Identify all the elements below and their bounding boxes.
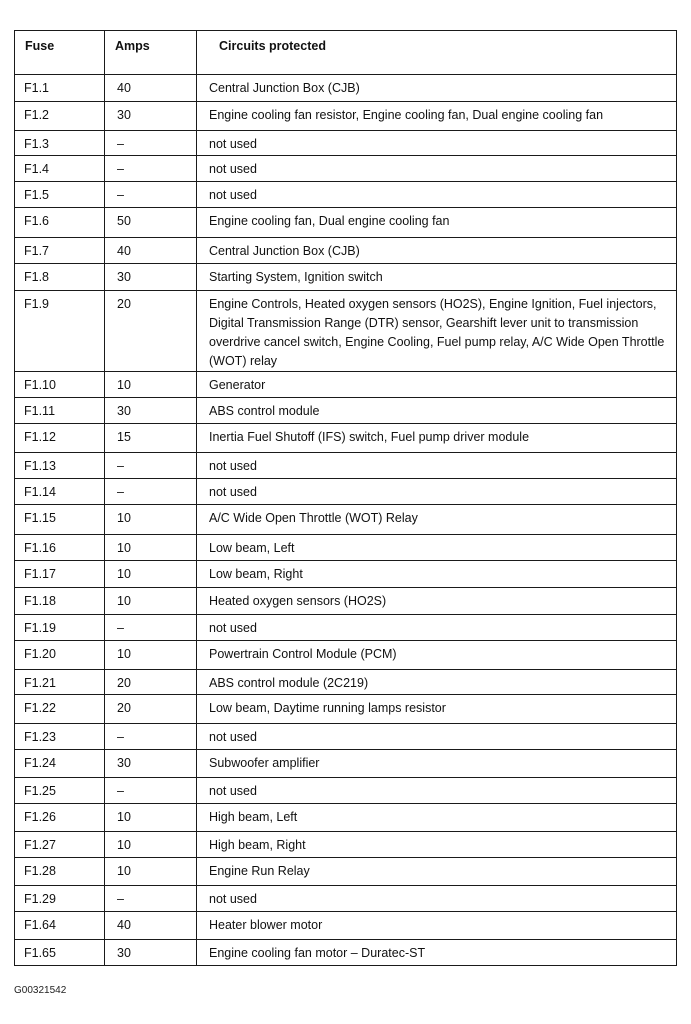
amps-cell: – — [105, 131, 197, 156]
circuit-cell: Central Junction Box (CJB) — [197, 75, 677, 102]
table-row — [15, 208, 677, 238]
fuse-cell: F1.10 — [15, 372, 105, 398]
fuse-cell: F1.25 — [15, 778, 105, 804]
fuse-cell: F1.14 — [15, 479, 105, 505]
table-row — [15, 479, 677, 505]
table-row — [15, 832, 677, 858]
amps-cell: – — [105, 724, 197, 750]
fuse-cell: F1.4 — [15, 156, 105, 182]
header-circuits: Circuits protected — [197, 31, 677, 75]
amps-cell: – — [105, 479, 197, 505]
circuit-cell: not used — [197, 156, 677, 182]
amps-cell: – — [105, 886, 197, 912]
table-row — [15, 940, 677, 966]
table-row — [15, 535, 677, 561]
amps-cell: 30 — [105, 398, 197, 424]
amps-cell: 30 — [105, 750, 197, 778]
amps-cell: 10 — [105, 535, 197, 561]
circuit-cell: Low beam, Right — [197, 561, 677, 588]
circuit-cell: Engine Controls, Heated oxygen sensors (HO2S), Engine Ignition, Fuel injectors, Digital Transmission Range (DTR) sensor, Gearshift lever unit to transmission overdrive cancel switch, Engine Cooling, Fuel pump relay, A/C Wide Open Throttle (WOT) relay — [197, 291, 677, 372]
table-row — [15, 75, 677, 102]
table-row — [15, 505, 677, 535]
fuse-cell: F1.20 — [15, 641, 105, 670]
circuit-cell: Inertia Fuel Shutoff (IFS) switch, Fuel pump driver module — [197, 424, 677, 453]
circuit-cell: not used — [197, 778, 677, 804]
header-fuse: Fuse — [15, 31, 105, 75]
circuit-cell: Heater blower motor — [197, 912, 677, 940]
table-row — [15, 641, 677, 670]
fuse-cell: F1.28 — [15, 858, 105, 886]
amps-cell: 10 — [105, 641, 197, 670]
amps-cell: – — [105, 182, 197, 208]
table-row — [15, 372, 677, 398]
fuse-cell: F1.7 — [15, 238, 105, 264]
circuit-cell: Central Junction Box (CJB) — [197, 238, 677, 264]
amps-cell: 30 — [105, 940, 197, 966]
amps-cell: 10 — [105, 588, 197, 615]
amps-cell: 10 — [105, 505, 197, 535]
amps-cell: 30 — [105, 264, 197, 291]
fuse-cell: F1.9 — [15, 291, 105, 372]
circuit-cell: ABS control module (2C219) — [197, 670, 677, 695]
table-row — [15, 398, 677, 424]
circuit-cell: Engine cooling fan resistor, Engine cooling fan, Dual engine cooling fan — [197, 102, 677, 131]
amps-cell: 10 — [105, 832, 197, 858]
table-row — [15, 886, 677, 912]
fuse-cell: F1.13 — [15, 453, 105, 479]
amps-cell: 50 — [105, 208, 197, 238]
amps-cell: – — [105, 156, 197, 182]
circuit-cell: High beam, Right — [197, 832, 677, 858]
amps-cell: – — [105, 778, 197, 804]
amps-cell: 40 — [105, 75, 197, 102]
table-row — [15, 804, 677, 832]
amps-cell: 15 — [105, 424, 197, 453]
amps-cell: 10 — [105, 372, 197, 398]
table-row — [15, 156, 677, 182]
table-row — [15, 588, 677, 615]
circuit-cell: High beam, Left — [197, 804, 677, 832]
figure-id: G00321542 — [14, 985, 67, 996]
circuit-cell: not used — [197, 479, 677, 505]
fuse-cell: F1.12 — [15, 424, 105, 453]
circuit-cell: Powertrain Control Module (PCM) — [197, 641, 677, 670]
table-row — [15, 724, 677, 750]
circuit-cell: Subwoofer amplifier — [197, 750, 677, 778]
fuse-cell: F1.3 — [15, 131, 105, 156]
table-row — [15, 424, 677, 453]
circuit-cell: not used — [197, 131, 677, 156]
fuse-table — [14, 30, 677, 966]
circuit-cell: Engine cooling fan, Dual engine cooling fan — [197, 208, 677, 238]
table-row — [15, 264, 677, 291]
fuse-cell: F1.27 — [15, 832, 105, 858]
table-row — [15, 750, 677, 778]
fuse-cell: F1.18 — [15, 588, 105, 615]
circuit-cell: Engine Run Relay — [197, 858, 677, 886]
circuit-cell: not used — [197, 886, 677, 912]
table-row — [15, 858, 677, 886]
circuit-cell: A/C Wide Open Throttle (WOT) Relay — [197, 505, 677, 535]
table-row — [15, 912, 677, 940]
circuit-cell: not used — [197, 724, 677, 750]
fuse-cell: F1.8 — [15, 264, 105, 291]
table-row — [15, 670, 677, 695]
circuit-cell: ABS control module — [197, 398, 677, 424]
circuit-cell: Heated oxygen sensors (HO2S) — [197, 588, 677, 615]
amps-cell: – — [105, 453, 197, 479]
fuse-cell: F1.65 — [15, 940, 105, 966]
amps-cell: 20 — [105, 670, 197, 695]
fuse-cell: F1.29 — [15, 886, 105, 912]
table-row — [15, 778, 677, 804]
amps-cell: 20 — [105, 695, 197, 724]
table-row — [15, 615, 677, 641]
header-row — [15, 31, 677, 75]
fuse-cell: F1.26 — [15, 804, 105, 832]
table-row — [15, 453, 677, 479]
fuse-cell: F1.24 — [15, 750, 105, 778]
amps-cell: 40 — [105, 238, 197, 264]
circuit-cell: Generator — [197, 372, 677, 398]
fuse-cell: F1.15 — [15, 505, 105, 535]
table-row — [15, 131, 677, 156]
amps-cell: 10 — [105, 804, 197, 832]
fuse-cell: F1.11 — [15, 398, 105, 424]
table-row — [15, 291, 677, 372]
amps-cell: 30 — [105, 102, 197, 131]
fuse-cell: F1.22 — [15, 695, 105, 724]
table-row — [15, 561, 677, 588]
table-row — [15, 238, 677, 264]
circuit-cell: Low beam, Daytime running lamps resistor — [197, 695, 677, 724]
fuse-cell: F1.2 — [15, 102, 105, 131]
circuit-cell: not used — [197, 453, 677, 479]
amps-cell: 10 — [105, 858, 197, 886]
circuit-cell: not used — [197, 182, 677, 208]
amps-cell: 10 — [105, 561, 197, 588]
fuse-cell: F1.17 — [15, 561, 105, 588]
fuse-cell: F1.1 — [15, 75, 105, 102]
table-row — [15, 695, 677, 724]
fuse-cell: F1.6 — [15, 208, 105, 238]
fuse-cell: F1.5 — [15, 182, 105, 208]
circuit-cell: Low beam, Left — [197, 535, 677, 561]
fuse-cell: F1.16 — [15, 535, 105, 561]
fuse-cell: F1.23 — [15, 724, 105, 750]
table-row — [15, 102, 677, 131]
header-amps: Amps — [105, 31, 197, 75]
fuse-cell: F1.64 — [15, 912, 105, 940]
circuit-cell: not used — [197, 615, 677, 641]
fuse-cell: F1.21 — [15, 670, 105, 695]
table-body — [15, 75, 677, 966]
table-row — [15, 182, 677, 208]
circuit-cell: Engine cooling fan motor – Duratec-ST — [197, 940, 677, 966]
amps-cell: – — [105, 615, 197, 641]
circuit-cell: Starting System, Ignition switch — [197, 264, 677, 291]
fuse-cell: F1.19 — [15, 615, 105, 641]
amps-cell: 40 — [105, 912, 197, 940]
amps-cell: 20 — [105, 291, 197, 372]
